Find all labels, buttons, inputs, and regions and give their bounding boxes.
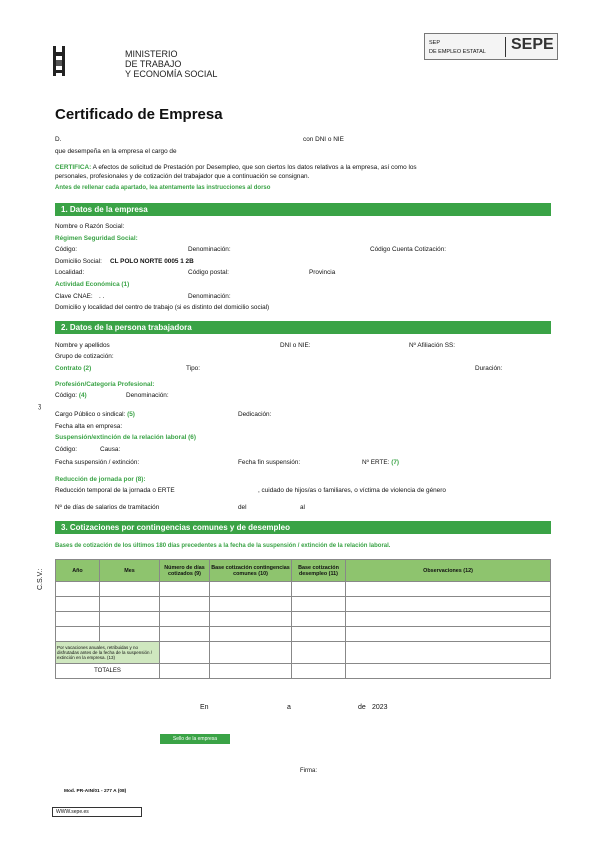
cnae-label: Clave CNAE: [55,293,93,300]
a-label: a [287,704,291,711]
codigo-suspension-label: Código: [55,446,78,453]
duracion-label: Duración: [475,365,503,372]
col-header-mes: Mes [100,560,160,582]
certifica-text-2: personales, profesionales y de cotización del trabajador que a continuación se consignan. [55,173,310,180]
table-row-totales [56,664,551,679]
codigo-profesion-note: (4) [78,392,87,399]
suspension-label: Suspensión/extinción de la relación laboral (6) [55,434,196,441]
totales-label: TOTALES [56,664,160,679]
al-label: al [300,504,305,511]
dni-worker-label: DNI o NIE: [280,342,311,349]
razon-social-label: Nombre o Razón Social: [55,223,125,230]
erte-label [362,459,399,467]
afiliacion-label: Nº Afiliación SS: [409,342,456,349]
denominacion-profesion-label: Denominación: [126,392,169,399]
provincia-label: Provincia [309,269,336,276]
codigo-profesion-label [55,392,87,400]
erte-note: (7) [391,459,400,466]
cargo-label: que desempeña en la empresa el cargo de [55,148,177,155]
sepe-name: DE EMPLEO ESTATAL [429,49,486,55]
del-label: del [238,504,247,511]
cargo-publico-label [55,411,135,419]
codigo-profesion-text: Código: [55,392,78,399]
en-label: En [200,704,209,711]
col-header-base-comunes: Base cotización contingencias comunes (10) [210,560,292,582]
tipo-label: Tipo: [186,365,200,372]
firma-label: Firma: [300,768,317,774]
reduccion-text-2: , cuidado de hijos/as o familiares, o víctima de violencia de género [258,487,446,494]
vacaciones-label: Por vacaciones anuales, retribuidas y no disfrutadas antes de la fecha de la suspensión / extinción en la empresa. (13) [56,642,160,664]
page-title: Certificado de Empresa [55,106,223,123]
table-row [56,597,551,612]
fecha-fin-label: Fecha fin suspensión: [238,459,301,466]
section1-header: 1. Datos de la empresa [55,203,551,216]
causa-label: Causa: [100,446,121,453]
localidad-label: Localidad: [55,269,85,276]
fecha-suspension-label: Fecha suspensión / extinción: [55,459,140,466]
reduccion-label: Reducción de jornada por (8): [55,476,146,483]
reduccion-text: Reducción temporal de la jornada o ERTE [55,487,175,494]
de-label: de [358,704,366,711]
sepe-logo: SEPE [511,36,554,53]
denominacion-cnae-label: Denominación: [188,293,231,300]
regimen-label: Régimen Seguridad Social: [55,235,138,242]
section2-header: 2. Datos de la persona trabajadora [55,321,551,334]
year-value: 2023 [372,704,388,711]
dedicacion-label: Dedicación: [238,411,272,418]
sepe-logo-box [424,33,558,60]
cotizaciones-table [55,559,551,679]
table-row-vacaciones [56,642,551,664]
col-header-dias: Número de días cotizados (9) [160,560,210,582]
certifica-text: A efectos de solicitud de Prestación por Desempleo, que son ciertos los datos relativos a la empresa, así como los [92,164,417,171]
domicilio-centro-label: Domicilio y localidad del centro de trabajo (si es distinto del domicilio social) [55,304,270,311]
actividad-label: Actividad Económica (1) [55,281,130,288]
nombre-label: Nombre y apellidos [55,342,110,349]
section3-header: 3. Cotizaciones por contingencias comunes y de desempleo [55,521,551,534]
contrato-label: Contrato (2) [55,365,92,372]
table-row [56,627,551,642]
denominacion-label: Denominación: [188,246,231,253]
sepe-divider [505,37,506,57]
cargo-publico-note: (5) [127,411,135,418]
codigo-postal-label: Código postal: [188,269,229,276]
cargo-publico-text: Cargo Público o sindical: [55,411,126,418]
col-header-ano: Año [56,560,100,582]
erte-text: Nº ERTE: [362,459,390,466]
bases-subtitle: Bases de cotización de los últimos 180 días precedentes a la fecha de la suspensión / extinción de la relación laboral. [55,543,391,549]
ministry-coat-of-arms [52,46,66,76]
d-label: D. [55,136,62,143]
grupo-label: Grupo de cotización: [55,353,114,360]
sepe-small-text: SEP [429,40,441,46]
profesion-label: Profesión/Categoría Profesional: [55,381,155,388]
dni-label: con DNI o NIE [303,136,344,143]
domicilio-label: Domicilio Social: [55,258,102,265]
model-code: Mod. PR-AIN/01 - 277 A (08) [64,789,127,794]
certifica-label: CERTIFICA: [55,164,92,171]
table-row [56,582,551,597]
col-header-observaciones: Observaciones (12) [346,560,551,582]
col-header-base-desempleo: Base cotización desempleo (11) [292,560,346,582]
cuenta-cotizacion-label: Código Cuenta Cotización: [370,246,447,253]
fecha-alta-label: Fecha alta en empresa: [55,423,123,430]
instructions-note: Antes de rellenar cada apartado, lea atentamente las instrucciones al dorso [55,185,271,191]
cnae-value: . . [99,293,105,300]
table-row [56,612,551,627]
website-box: WWW.sepe.es [52,807,142,817]
domicilio-value: CL POLO NORTE 0005 1 2B [110,258,194,265]
margin-mark: ʒ [38,404,42,410]
sello-empresa: Sello de la empresa [160,734,230,744]
csv-label: C.S.V.: [37,568,44,590]
codigo-label: Código: [55,246,78,253]
ministry-name: MINISTERIO DE TRABAJO Y ECONOMÍA SOCIAL [125,49,218,79]
dias-salarios-label: Nº de días de salarios de tramitación [55,504,160,511]
